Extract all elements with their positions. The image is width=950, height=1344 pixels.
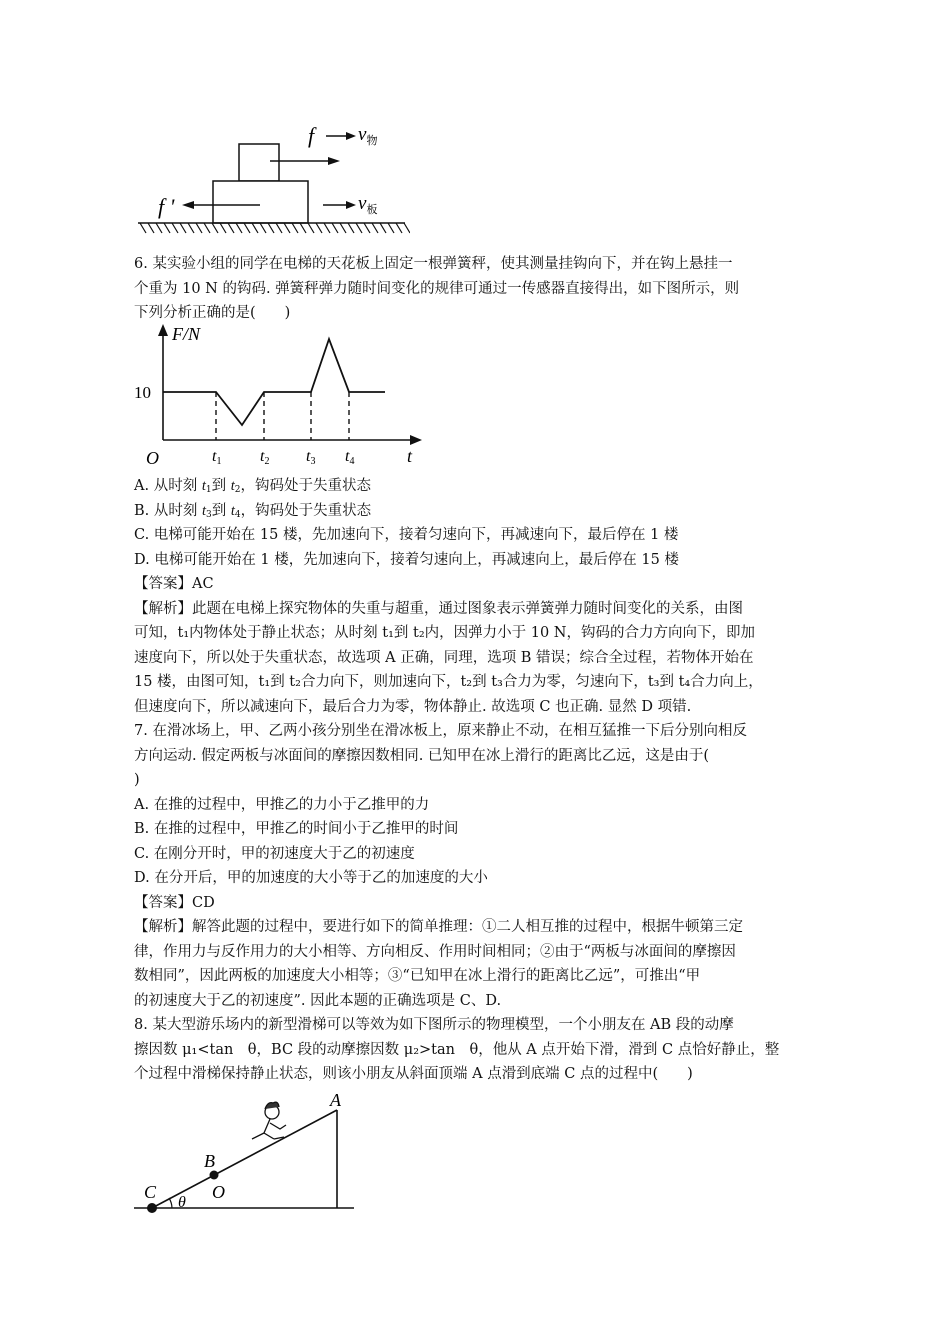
- x-tick-t1: t1: [212, 448, 222, 467]
- force-curve: [163, 339, 385, 425]
- label-a: A: [330, 1090, 341, 1110]
- origin-label: O: [146, 448, 159, 468]
- hatch-mark: [324, 223, 330, 233]
- hatch-mark: [348, 223, 354, 233]
- upper-block: [239, 144, 279, 181]
- q8-stem-line-1: 8. 某大型游乐场内的新型滑梯可以等效为如下图所示的物理模型，一个小朋友在 AB 段的动摩: [134, 1017, 734, 1033]
- hatch-mark: [380, 223, 386, 233]
- hatch-mark: [164, 223, 170, 233]
- v-board-label: $v_板$: [358, 193, 378, 216]
- hatch-mark: [252, 223, 258, 233]
- hatch-mark: [404, 223, 410, 233]
- q7-option-b: B. 在推的过程中，甲推乙的时间小于乙推甲的时间: [134, 821, 459, 837]
- hatch-mark: [364, 223, 370, 233]
- v-obj-arrowhead: [346, 132, 356, 140]
- x-axis-label: t: [407, 446, 413, 466]
- q8-stem-line-2: 擦因数 μ₁<tan θ，BC 段的动摩擦因数 μ₂>tan θ，他从 A 点开始下滑，滑到 C 点恰好静止，整: [134, 1041, 780, 1058]
- child-figure: [252, 1102, 286, 1139]
- q7-answer: 【答案】CD: [134, 894, 215, 911]
- hatch-mark: [292, 223, 298, 233]
- hatch-mark: [372, 223, 378, 233]
- hatch-mark: [188, 223, 194, 233]
- force-time-chart: [130, 322, 430, 470]
- hatch-mark: [236, 223, 242, 233]
- hatch-mark: [156, 223, 162, 233]
- q6-option-c: C. 电梯可能开始在 15 楼，先加速向下，接着匀速向下，再减速向下，最后停在 1 楼: [134, 527, 679, 543]
- hatch-mark: [284, 223, 290, 233]
- label-c: C: [144, 1182, 157, 1202]
- y-axis-arrowhead: [158, 324, 168, 336]
- q6-analysis-line-3: 速度向下，所以处于失重状态，故选项 A 正确，同理，选项 B 错误；综合全过程，若物体开始在: [134, 649, 754, 666]
- child-body: [252, 1119, 286, 1139]
- q7-stem-line-2: 方向运动. 假定两板与冰面间的摩擦因数相同. 已知甲在冰上滑行的距离比乙远，这是由于(: [134, 747, 710, 764]
- hatch-mark: [260, 223, 266, 233]
- v-board-arrowhead: [346, 201, 356, 209]
- q7-analysis-line-4: 的初速度大于乙的初速度”. 因此本题的正确选项是 C、D.: [134, 992, 502, 1009]
- y-axis-label: F/N: [172, 324, 201, 344]
- point-b: [210, 1171, 219, 1180]
- q7-option-d: D. 在分开后，甲的加速度的大小等于乙的加速度的大小: [134, 870, 488, 886]
- y-tick-label-10: 10: [134, 383, 151, 402]
- q6-analysis-line-1: 【解析】此题在电梯上探究物体的失重与超重，通过图象表示弹簧弹力随时间变化的关系，由图: [134, 600, 743, 617]
- x-tick-t4: t4: [345, 448, 355, 467]
- lower-board: [213, 181, 308, 223]
- hatch-mark: [308, 223, 314, 233]
- q7-analysis-line-1: 【解析】解答此题的过程中，要进行如下的简单推理：①二人相互推的过程中，根据牛顿第三定: [134, 919, 743, 935]
- q6-stem-line-2: 个重为 10 N 的钩码. 弹簧秤弹力随时间变化的规律可通过一传感器直接得出，如下图所示，则: [134, 280, 740, 297]
- theta-arc: [169, 1198, 172, 1208]
- x-axis-arrowhead: [410, 435, 422, 445]
- hatch-mark: [204, 223, 210, 233]
- q7-analysis-line-2: 律，作用力与反作用力的大小相等、方向相反、作用时间相同；②由于“两板与冰面间的摩擦因: [134, 943, 736, 960]
- hatch-mark: [220, 223, 226, 233]
- slide-diagram: [130, 1090, 370, 1220]
- hatch-mark: [332, 223, 338, 233]
- f-prime-label: f ': [158, 194, 175, 219]
- hatch-mark: [196, 223, 202, 233]
- point-c: [147, 1203, 157, 1213]
- q6-option-b: B. 从时刻 $t_3$到 $t_4$，钩码处于失重状态: [134, 502, 372, 520]
- label-o: O: [212, 1182, 225, 1202]
- label-theta: θ: [178, 1194, 186, 1211]
- hatch-mark: [172, 223, 178, 233]
- hatch-mark: [388, 223, 394, 233]
- q7-analysis-line-3: 数相同”，因此两板的加速度大小相等；③“已知甲在冰上滑行的距离比乙远”，可推出“甲: [134, 968, 701, 984]
- q8-stem-line-3: 个过程中滑梯保持静止状态，则该小朋友从斜面顶端 A 点滑到底端 C 点的过程中( ): [134, 1066, 693, 1082]
- friction-arrowhead-on-block: [328, 157, 340, 165]
- hatch-mark: [268, 223, 274, 233]
- label-b: B: [204, 1151, 215, 1171]
- hatch-mark: [356, 223, 362, 233]
- hatch-mark: [244, 223, 250, 233]
- friction-arrowhead-on-board: [182, 201, 194, 209]
- ground-hatching: [140, 223, 410, 233]
- hatch-mark: [340, 223, 346, 233]
- q6-answer: 【答案】AC: [134, 576, 214, 592]
- q6-stem-line-1: 6. 某实验小组的同学在电梯的天花板上固定一根弹簧秤，使其测量挂钩向下，并在钩上悬挂一: [134, 256, 733, 272]
- q6-option-d: D. 电梯可能开始在 1 楼，先加速向下，接着匀速向上，再减速向上，最后停在 15 楼: [134, 551, 679, 568]
- q7-option-a: A. 在推的过程中，甲推乙的力小于乙推甲的力: [134, 796, 430, 813]
- q7-option-c: C. 在刚分开时，甲的初速度大于乙的初速度: [134, 845, 415, 862]
- q6-analysis-line-2: 可知，t₁内物体处于静止状态；从时刻 t₁到 t₂内，因弹力小于 10 N，钩码的合力方向向下，即加: [134, 625, 755, 641]
- hatch-mark: [148, 223, 154, 233]
- x-tick-t2: t2: [260, 448, 270, 467]
- hatch-mark: [228, 223, 234, 233]
- friction-diagram: [130, 118, 410, 248]
- hatch-mark: [396, 223, 402, 233]
- hatch-mark: [316, 223, 322, 233]
- x-tick-t3: t3: [306, 448, 316, 467]
- f-label: f: [308, 123, 315, 148]
- hatch-mark: [276, 223, 282, 233]
- q6-analysis-line-4: 15 楼，由图可知，t₁到 t₂合力向下，则加速向下，t₂到 t₃合力为零，匀速向下，t₃到 t₄合力向上，: [134, 674, 763, 690]
- q6-option-a: A. 从时刻 $t_1$到 $t_2$，钩码处于失重状态: [134, 478, 371, 495]
- hatch-mark: [300, 223, 306, 233]
- hatch-mark: [180, 223, 186, 233]
- hatch-mark: [140, 223, 146, 233]
- q7-stem-line-3: ): [134, 772, 140, 788]
- q7-stem-line-1: 7. 在滑冰场上，甲、乙两小孩分别坐在滑冰板上，原来静止不动，在相互猛推一下后分别向相反: [134, 723, 747, 739]
- q6-analysis-line-5: 但速度向下，所以减速向下，最后合力为零，物体静止. 故选项 C 也正确. 显然 D 项错.: [134, 698, 692, 715]
- v-obj-label: $v_物$: [358, 124, 378, 147]
- hatch-mark: [212, 223, 218, 233]
- q6-stem-line-3: 下列分析正确的是( ): [134, 305, 291, 321]
